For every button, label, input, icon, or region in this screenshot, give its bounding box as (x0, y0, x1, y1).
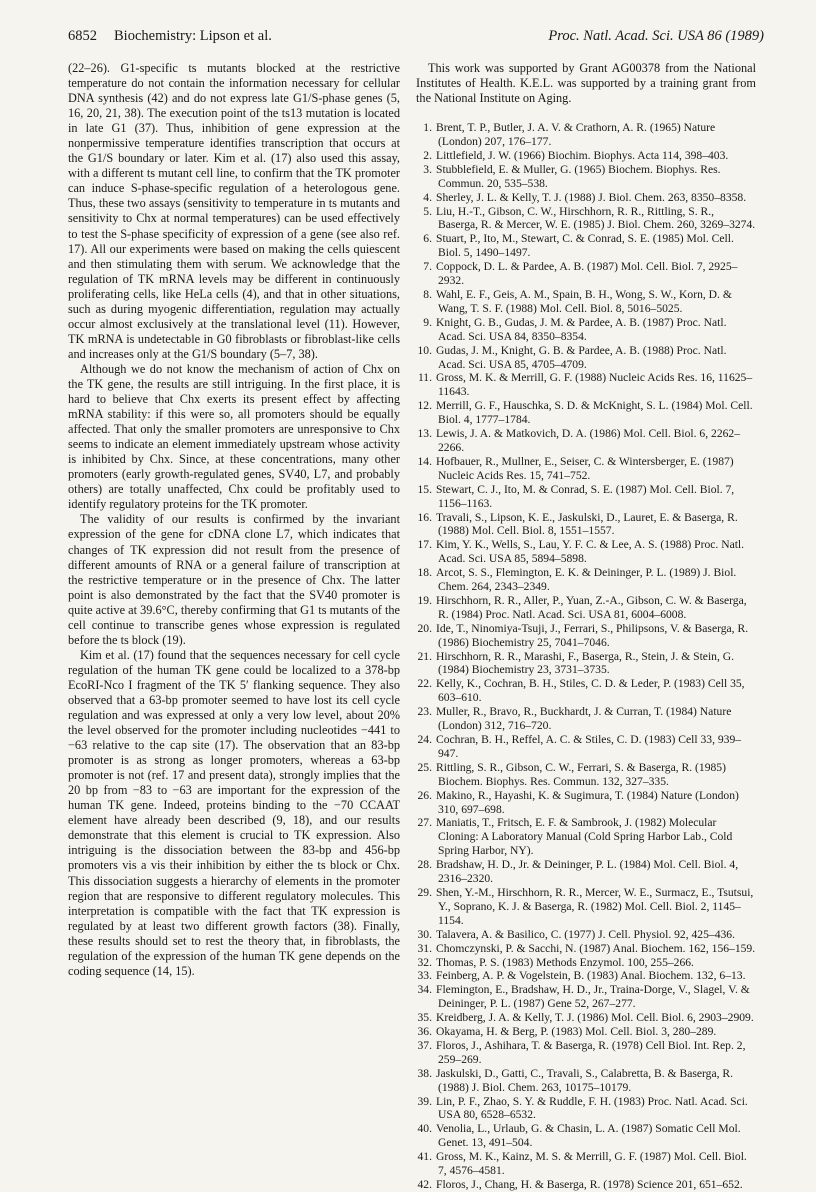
reference-text: Floros, J., Chang, H. & Baserga, R. (1978) Science 201, 651–652. (436, 1178, 743, 1192)
reference-number: 36. (417, 1025, 432, 1039)
reference-text: Travali, S., Lipson, K. E., Jaskulski, D., Lauret, E. & Baserga, R. (1988) Mol. Cell. Biol. 8, 1551–1557. (436, 510, 738, 538)
reference-text: Venolia, L., Urlaub, G. & Chasin, L. A. (1987) Somatic Cell Mol. Genet. 13, 491–504. (436, 1122, 741, 1150)
reference-item (416, 816, 756, 858)
reference-item (416, 566, 756, 594)
reference-text: Knight, G. B., Gudas, J. M. & Pardee, A. B. (1987) Proc. Natl. Acad. Sci. USA 84, 8350–8354. (436, 315, 727, 343)
reference-item (416, 232, 756, 260)
reference-text: Wahl, E. F., Geis, A. M., Spain, B. H., Wong, S. W., Korn, D. & Wang, T. S. F. (1988) Mol. Cell. Biol. 8, 5016–5025. (436, 288, 732, 315)
reference-item (416, 316, 756, 344)
reference-item (416, 622, 756, 650)
reference-item (416, 191, 756, 205)
reference-text: Muller, R., Bravo, R., Buckhardt, J. & Curran, T. (1984) Nature (London) 312, 716–720. (436, 705, 732, 733)
reference-number: 32. (417, 955, 432, 969)
reference-text: Floros, J., Ashihara, T. & Baserga, R. (1978) Cell Biol. Int. Rep. 2, 259–269. (436, 1038, 746, 1066)
reference-item (416, 260, 756, 288)
reference-item (416, 344, 756, 372)
reference-number: 7. (423, 260, 432, 274)
reference-text: Jaskulski, D., Gatti, C., Travali, S., Calabretta, B. & Baserga, R. (1988) J. Biol. Chem. 263, 10175–10179. (436, 1066, 734, 1094)
reference-text: Thomas, P. S. (1983) Methods Enzymol. 100, 255–266. (436, 955, 694, 969)
reference-number: 5. (423, 204, 432, 218)
reference-number: 39. (417, 1094, 432, 1108)
reference-number: 4. (423, 190, 432, 204)
reference-number: 18. (417, 566, 432, 580)
reference-item (416, 1122, 756, 1150)
reference-item (416, 928, 756, 942)
reference-text: Littlefield, J. W. (1966) Biochim. Biophys. Acta 114, 398–403. (436, 148, 729, 162)
reference-item (416, 1095, 756, 1123)
reference-number: 34. (417, 983, 432, 997)
body-paragraph: (22–26). G1-specific ts mutants blocked at the restrictive temperature do not contain the information necessary for cellular DNA synthesis (42) and do not express late G1/S-phase genes (5, 16, 20, 21, 38). The execution point of the ts13 mutation is located in late G1 (37). Thus, inhibition of gene expression at the nonpermissive temperature identifies transcription that occurs at the G1/S boundary or later. Kim et al. (17) also used this assay, with a different ts mutant cell line, to confirm that the TK promoter can induce S-phase-specific regulation of a heterologous gene. Thus, these two assays (sensitivity to temperature in ts mutants and sensitivity to Chx at normal temperatures) can be used effectively to test the S-phase specificity of expression of a gene (see also ref. 17). All our experiments were based on making the cells quiescent and then stimulating them with serum. We acknowledge that the regulation of TK mRNA levels may be different in continuously proliferating cells, like HeLa cells (4), and that in other situations, such as during myogenic differentiation, regulation may actually occur almost exclusively at the translational level (11). However, TK mRNA is undetectable in G0 fibroblasts or fibroblast-like cells and increases only at the G1/S boundary (5–7, 38). (68, 61, 400, 361)
journal-citation: Proc. Natl. Acad. Sci. USA 86 (1989) (548, 28, 764, 44)
reference-item (416, 705, 756, 733)
reference-text: Stuart, P., Ito, M., Stewart, C. & Conrad, S. E. (1985) Mol. Cell. Biol. 5, 1490–1497. (436, 232, 734, 260)
reference-item (416, 1150, 756, 1178)
reference-text: Bradshaw, H. D., Jr. & Deininger, P. L. (1984) Mol. Cell. Biol. 4, 2316–2320. (436, 858, 739, 886)
reference-item (416, 942, 756, 956)
reference-number: 20. (417, 621, 432, 635)
reference-item (416, 761, 756, 789)
reference-text: Kim, Y. K., Wells, S., Lau, Y. F. C. & Lee, A. S. (1988) Proc. Natl. Acad. Sci. USA 85, 5894–5898. (436, 538, 745, 566)
reference-text: Ide, T., Ninomiya-Tsuji, J., Ferrari, S., Philipsons, V. & Baserga, R. (1986) Biochemistry 25, 7041–7046. (436, 621, 749, 649)
reference-number: 1. (423, 121, 432, 135)
reference-number: 17. (417, 538, 432, 552)
reference-item (416, 399, 756, 427)
reference-number: 12. (417, 399, 432, 413)
reference-text: Kelly, K., Cochran, B. H., Stiles, C. D. & Leder, P. (1983) Cell 35, 603–610. (436, 677, 745, 705)
reference-text: Makino, R., Hayashi, K. & Sugimura, T. (1984) Nature (London) 310, 697–698. (436, 788, 739, 816)
reference-text: Hofbauer, R., Mullner, E., Seiser, C. & Wintersberger, E. (1987) Nucleic Acids Res. 15, 741–752. (436, 454, 734, 482)
reference-text: Feinberg, A. P. & Vogelstein, B. (1983) Anal. Biochem. 132, 6–13. (436, 969, 746, 983)
reference-number: 23. (417, 705, 432, 719)
page-number: 6852 (68, 28, 97, 44)
reference-item (416, 371, 756, 399)
reference-number: 29. (417, 885, 432, 899)
reference-number: 31. (417, 941, 432, 955)
reference-text: Okayama, H. & Berg, P. (1983) Mol. Cell. Biol. 3, 280–289. (436, 1025, 717, 1039)
reference-number: 3. (423, 162, 432, 176)
reference-item (416, 1011, 756, 1025)
reference-text: Hirschhorn, R. R., Aller, P., Yuan, Z.-A., Gibson, C. W. & Baserga, R. (1984) Proc. Natl. Acad. Sci. USA 81, 6004–6008. (436, 593, 747, 621)
reference-item (416, 205, 756, 233)
running-title: Biochemistry: Lipson et al. (114, 28, 272, 44)
reference-text: Shen, Y.-M., Hirschhorn, R. R., Mercer, W. E., Surmacz, E., Tsutsui, Y., Soprano, K. J. & Baserga, R. (1982) Mol. Cell. Biol. 2, 1145–1154. (436, 885, 754, 927)
reference-number: 26. (417, 788, 432, 802)
reference-text: Flemington, E., Bradshaw, H. D., Jr., Traina-Dorge, V., Slagel, V. & Deininger, P. L. (1987) Gene 52, 267–277. (436, 983, 750, 1011)
reference-item (416, 163, 756, 191)
reference-item (416, 983, 756, 1011)
reference-number: 42. (417, 1178, 432, 1192)
reference-number: 6. (423, 232, 432, 246)
reference-number: 2. (423, 148, 432, 162)
references-column (416, 61, 756, 1192)
reference-item (416, 288, 756, 316)
reference-item (416, 455, 756, 483)
reference-number: 37. (417, 1038, 432, 1052)
reference-number: 10. (417, 343, 432, 357)
reference-number: 22. (417, 677, 432, 691)
reference-number: 13. (417, 427, 432, 441)
reference-item (416, 858, 756, 886)
reference-item (416, 121, 756, 149)
reference-item (416, 427, 756, 455)
reference-text: Gross, M. K., Kainz, M. S. & Merrill, G. F. (1987) Mol. Cell. Biol. 7, 4576–4581. (436, 1150, 747, 1178)
reference-number: 41. (417, 1150, 432, 1164)
page-header (68, 28, 764, 48)
reference-text: Coppock, D. L. & Pardee, A. B. (1987) Mol. Cell. Biol. 7, 2925–2932. (436, 260, 738, 288)
body-paragraph: Kim et al. (17) found that the sequences necessary for cell cycle regulation of the human TK gene could be localized to a 378-bp EcoRI-Nco I fragment of the TK 5′ flanking sequence. They also observed that a 63-bp promoter seemed to have lost its cell cycle regulation and was expressed at only a very low level, about 20% the level observed for the promoter including nucleotides −441 to −63 relative to the cap site (17). The observation that an 83-bp promoter is as strong as longer promoters, whereas a 63-bp promoter is not (ref. 17 and present data), strongly implies that the 20 bp from −83 to −63 are important for the expression of the human TK gene. Indeed, proteins binding to the −70 CCAAT element have already been described (9, 18), and our results demonstrate that this element is crucial to TK expression. Also intriguing is the dissociation between the 83-bp and 456-bp promoters vis a vis their inhibition by either the ts block or Chx. This dissociation suggests a hierarchy of elements in the promoter region that are responsive to different regulatory molecules. This interpretation is compatible with the fact that TK expression is regulated by at least two different growth factors (38). Finally, these results should set to rest the theory that, in fibroblasts, the regulation of the expression of the human TK gene depends on the coding sequence (14, 15). (68, 647, 400, 978)
reference-item (416, 1025, 756, 1039)
reference-item (416, 1067, 756, 1095)
reference-text: Gross, M. K. & Merrill, G. F. (1988) Nucleic Acids Res. 16, 11625–11643. (436, 371, 753, 399)
reference-number: 11. (417, 371, 432, 385)
reference-item (416, 789, 756, 817)
reference-number: 30. (417, 927, 432, 941)
reference-text: Gudas, J. M., Knight, G. B. & Pardee, A. B. (1988) Proc. Natl. Acad. Sci. USA 85, 4705–4709. (436, 343, 727, 371)
reference-item (416, 956, 756, 970)
reference-item (416, 538, 756, 566)
reference-text: Brent, T. P., Butler, J. A. V. & Crathorn, A. R. (1965) Nature (London) 207, 176–177. (436, 121, 716, 149)
reference-text: Stubblefield, E. & Muller, G. (1965) Biochem. Biophys. Res. Commun. 20, 535–538. (436, 162, 721, 190)
body-paragraph: The validity of our results is confirmed by the invariant expression of the gene for cDNA clone L7, which indicates that changes of TK expression did not result from the presence of different amounts of RNA or a general failure of transcription at the restrictive temperature or in the presence of Chx. The latter point is also demonstrated by the fact that the SV40 promoter is quite active at 39.6°C, thereby confirming that G1 ts mutants of the cell continue to transcribe genes whose expression is regulated before the ts block (19). (68, 512, 400, 647)
reference-number: 25. (417, 760, 432, 774)
reference-item (416, 149, 756, 163)
reference-number: 19. (417, 593, 432, 607)
reference-text: Rittling, S. R., Gibson, C. W., Ferrari, S. & Baserga, R. (1985) Biochem. Biophys. Res. Commun. 132, 327–335. (436, 760, 726, 788)
body-text-column (68, 61, 400, 979)
reference-text: Talavera, A. & Basilico, C. (1977) J. Cell. Physiol. 92, 425–436. (436, 927, 735, 941)
reference-number: 27. (417, 816, 432, 830)
reference-list (416, 121, 756, 1192)
reference-item (416, 969, 756, 983)
reference-item (416, 886, 756, 928)
reference-item (416, 1039, 756, 1067)
reference-number: 40. (417, 1122, 432, 1136)
reference-text: Arcot, S. S., Flemington, E. K. & Deininger, P. L. (1989) J. Biol. Chem. 264, 2343–2349. (436, 566, 737, 594)
reference-number: 15. (417, 482, 432, 496)
reference-number: 38. (417, 1066, 432, 1080)
body-paragraph: Although we do not know the mechanism of action of Chx on the TK gene, the results are still intriguing. In the first place, it is hard to believe that Chx exerts its present effect by affecting mRNA stability: if this were so, all promoters should be equally affected. That only the smaller promoters are unresponsive to Chx seems to indicate an element immediately upstream whose activity is inhibited by Chx. Since, at these concentrations, many other promoters (early growth-regulated genes, SV40, L7, and probably others) are totally unaffected, Chx could be profitably used to identify regulatory proteins for the TK promoter. (68, 361, 400, 512)
reference-number: 16. (417, 510, 432, 524)
reference-text: Hirschhorn, R. R., Marashi, F., Baserga, R., Stein, J. & Stein, G. (1984) Biochemistry 23, 3731–3735. (436, 649, 735, 677)
reference-number: 21. (417, 649, 432, 663)
reference-number: 8. (423, 288, 432, 302)
reference-item (416, 1178, 756, 1192)
reference-number: 9. (423, 315, 432, 329)
reference-text: Maniatis, T., Fritsch, E. F. & Sambrook, J. (1982) Molecular Cloning: A Laboratory Manual (Cold Spring Harbor Lab., Cold Spring Harbor, NY). (436, 816, 733, 858)
reference-item (416, 511, 756, 539)
reference-text: Cochran, B. H., Reffel, A. C. & Stiles, C. D. (1983) Cell 33, 939–947. (436, 733, 742, 760)
reference-text: Merrill, G. F., Hauschka, S. D. & McKnight, S. L. (1984) Mol. Cell. Biol. 4, 1777–1784. (436, 399, 753, 427)
reference-text: Liu, H.-T., Gibson, C. W., Hirschhorn, R. R., Rittling, S. R., Baserga, R. & Mercer, W. E. (1985) J. Biol. Chem. 260, 3269–3274. (436, 204, 756, 232)
acknowledgment: This work was supported by Grant AG00378 from the National Institutes of Health. K.E.L. was supported by a training grant from the National Institute on Aging. (416, 61, 756, 106)
reference-text: Kreidberg, J. A. & Kelly, T. J. (1986) Mol. Cell. Biol. 6, 2903–2909. (436, 1011, 754, 1025)
reference-text: Stewart, C. J., Ito, M. & Conrad, S. E. (1987) Mol. Cell. Biol. 7, 1156–1163. (436, 482, 735, 510)
reference-text: Lewis, J. A. & Matkovich, D. A. (1986) Mol. Cell. Biol. 6, 2262–2266. (436, 427, 741, 454)
reference-number: 24. (417, 733, 432, 747)
reference-text: Sherley, J. L. & Kelly, T. J. (1988) J. Biol. Chem. 263, 8350–8358. (436, 190, 747, 204)
reference-text: Lin, P. F., Zhao, S. Y. & Ruddle, F. H. (1983) Proc. Natl. Acad. Sci. USA 80, 6528–6532. (436, 1094, 748, 1122)
reference-number: 28. (417, 858, 432, 872)
reference-item (416, 483, 756, 511)
reference-text: Chomczynski, P. & Sacchi, N. (1987) Anal. Biochem. 162, 156–159. (436, 941, 756, 955)
reference-number: 33. (417, 969, 432, 983)
reference-item (416, 650, 756, 678)
reference-number: 35. (417, 1011, 432, 1025)
reference-item (416, 594, 756, 622)
reference-number: 14. (417, 454, 432, 468)
reference-item (416, 677, 756, 705)
reference-item (416, 733, 756, 761)
